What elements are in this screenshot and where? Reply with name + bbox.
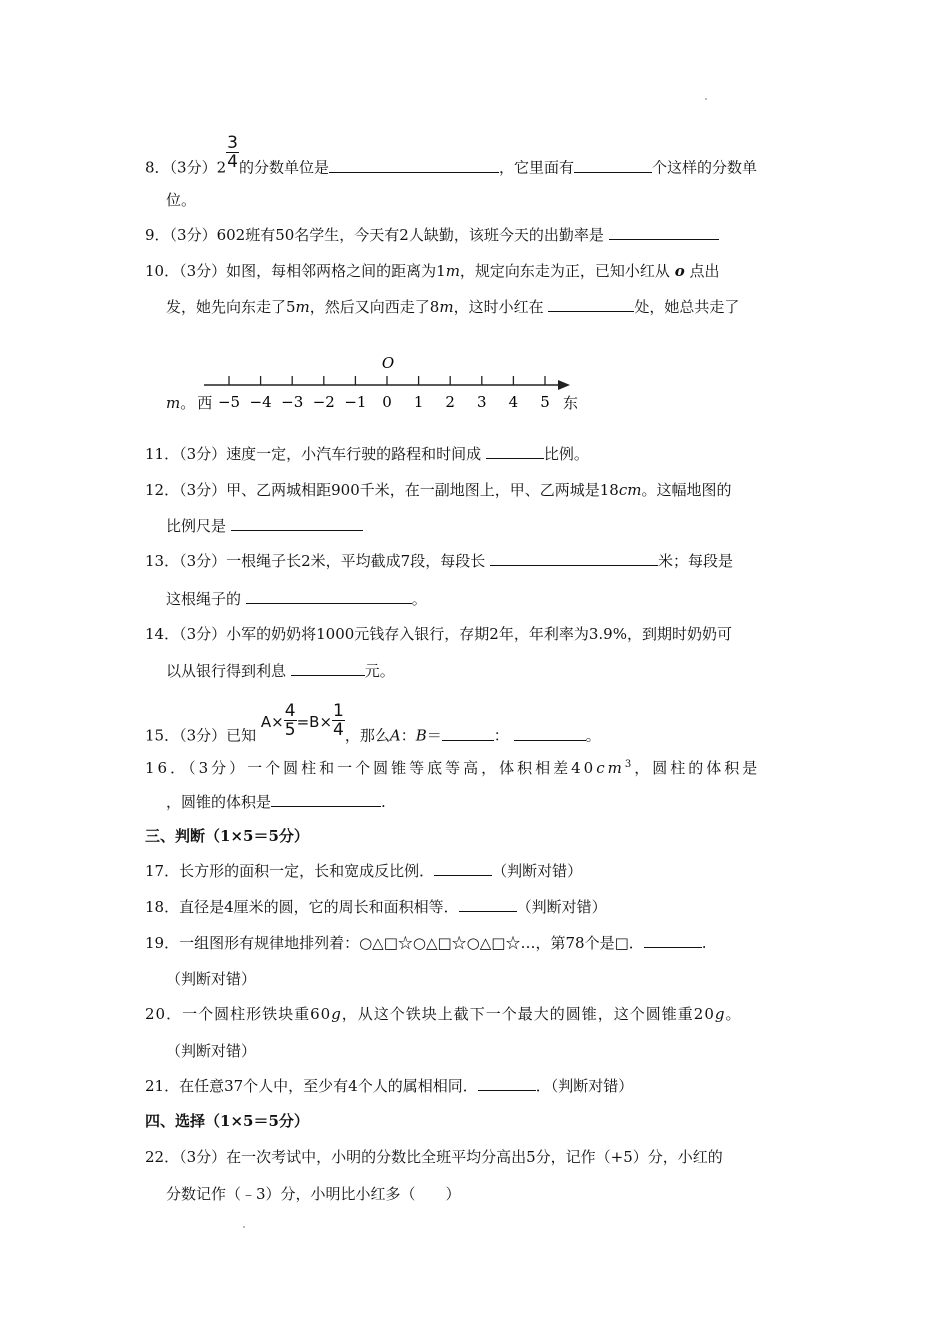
answer-blank[interactable] (490, 551, 658, 566)
q20-text: ，从这个铁块上截下一个最大的圆锥，这个圆锥重20 (341, 1005, 715, 1023)
q12-text: 比例尺是 (166, 517, 227, 535)
question-16-cont (166, 792, 386, 812)
q18-text: （判断对错） (516, 898, 607, 916)
q8-text: 8．（3分）2 (145, 158, 227, 177)
q8-text: ，它里面有 (498, 158, 574, 177)
unit-m: m (445, 262, 460, 280)
q21-text: 21．在任意37个人中，至少有4个人的属相相同． (145, 1077, 478, 1095)
number-line-tick-label: 1 (413, 393, 424, 411)
question-8 (145, 133, 758, 187)
q15-math: A× (260, 712, 284, 731)
question-12-cont (166, 516, 363, 536)
question-11 (145, 444, 589, 464)
fraction-1-4 (332, 702, 345, 739)
q19-text: 19．一组图形有规律地排列着：○△□☆○△□☆○△□☆…，第78个是□． (145, 934, 644, 952)
point-o: o (674, 262, 685, 280)
q19-text: （判断对错） (166, 970, 257, 988)
q17-text: 17．长方形的面积一定，长和宽成反比例． (145, 862, 435, 880)
answer-blank[interactable] (271, 792, 381, 807)
q10-text: 10．（3分）如图，每相邻两格之间的距离为1 (145, 262, 446, 280)
question-13 (145, 551, 733, 571)
q10-text: ，然后又向西走了8 (309, 298, 440, 316)
answer-blank[interactable] (574, 158, 652, 173)
answer-blank[interactable] (486, 444, 544, 459)
q14-text: 以从银行得到利息 (166, 662, 287, 680)
answer-blank[interactable] (231, 516, 363, 531)
number-line-svg (160, 350, 600, 420)
q11-text: 11．（3分）速度一定，小汽车行驶的路程和时间成 (145, 445, 482, 463)
q8-text: 个这样的分数单 (652, 158, 758, 177)
q15-math: =B× (296, 712, 333, 731)
answer-blank[interactable] (442, 726, 494, 741)
q13-text: 米；每段是 (658, 552, 734, 570)
q13-text: 13．（3分）一根绳子长2米，平均截成7段，每段长 (145, 552, 486, 570)
q10-text: 。 (180, 394, 196, 412)
q20-text: 20．一个圆柱形铁块重60 (145, 1005, 332, 1023)
answer-blank[interactable] (246, 589, 412, 604)
fraction-numerator: 1 (333, 701, 344, 721)
scan-speck (243, 1226, 245, 1228)
question-13-cont (166, 589, 427, 609)
fraction-3-4 (226, 134, 239, 171)
question-10-end (166, 393, 212, 413)
q10-text: 点出 (689, 262, 720, 280)
q10-text: ，规定向东走为正，已知小红从 (459, 262, 670, 280)
east-label: 东 (563, 394, 579, 412)
unit-m: m (166, 394, 181, 412)
question-16 (145, 755, 760, 778)
number-line-tick-label: 0 (382, 393, 392, 411)
q12-text: 12．（3分）甲、乙两城相距900千米，在一副地图上，甲、乙两城是18 (145, 481, 619, 499)
q20-text: （判断对错） (166, 1042, 257, 1060)
answer-blank[interactable] (514, 726, 586, 741)
q16-text: ，圆锥的体积是 (166, 793, 272, 811)
q14-text: 14．（3分）小军的奶奶将1000元钱存入银行，存期2年，年利率为3.9%，到期时奶奶可 (145, 625, 732, 643)
q13-text: 这根绳子的 (166, 590, 242, 608)
fraction-numerator: 3 (227, 133, 238, 153)
question-20 (145, 1004, 742, 1024)
fraction-denominator: 5 (284, 720, 296, 740)
fraction-denominator: 4 (333, 720, 344, 740)
q15-text: ： (400, 726, 416, 745)
unit-g: g (331, 1005, 342, 1023)
section-3-heading: 三、判断（1×5＝5分） (145, 827, 309, 845)
q18-text: 18．直径是4厘米的圆，它的周长和面积相等． (145, 898, 459, 916)
question-19-cont (166, 969, 256, 989)
number-line-tick-label: 4 (508, 393, 519, 411)
q16-text: 16．（3分）一个圆柱和一个圆锥等底等高，体积相差40 (145, 759, 597, 777)
question-20-cont (166, 1041, 256, 1061)
unit-cm: cm (596, 759, 625, 777)
q13-text: 。 (411, 590, 427, 608)
unit-m: m (295, 298, 310, 316)
number-line-tick-label: 5 (540, 393, 550, 411)
q9-text: 9．（3分）602班有50名学生，今天有2人缺勤，该班今天的出勤率是 (145, 226, 604, 244)
q10-text: ，这时小红在 (453, 298, 544, 316)
east-label-wrap (563, 393, 578, 413)
section-4-heading: 四、选择（1×5＝5分） (145, 1112, 309, 1130)
number-line-tick-label: −2 (312, 393, 335, 411)
question-14 (145, 624, 732, 644)
answer-blank[interactable] (459, 897, 517, 912)
answer-blank[interactable] (329, 158, 499, 173)
q19-text: . (701, 934, 707, 952)
var-b: B (415, 726, 427, 745)
arrow-east-icon (558, 380, 570, 390)
q15-text: 。 (585, 726, 601, 745)
number-line-tick-label: 3 (477, 393, 487, 411)
q12-text: 。这幅地图的 (641, 481, 732, 499)
number-line-tick-label: −4 (249, 393, 272, 411)
q15-text: ： (493, 726, 509, 745)
number-line-tick-label: −5 (217, 393, 241, 411)
origin-label: O (381, 354, 395, 372)
scan-speck (705, 98, 707, 100)
question-22-cont (166, 1184, 461, 1204)
west-label: 西 (197, 394, 213, 412)
answer-blank[interactable] (644, 933, 702, 948)
question-14-cont (166, 661, 395, 681)
q11-text: 比例。 (543, 445, 589, 463)
answer-blank[interactable] (609, 225, 719, 240)
q14-text: 元。 (364, 662, 395, 680)
question-17 (145, 861, 582, 881)
question-8-cont (166, 190, 196, 210)
q15-text: 15．（3分）已知 (145, 726, 257, 745)
answer-blank[interactable] (548, 297, 634, 312)
q21-text: ．（判断对错） (535, 1077, 634, 1095)
number-line-tick-label: −3 (281, 393, 304, 411)
number-line-tick-label: −1 (344, 393, 367, 411)
fraction-denominator: 4 (227, 152, 238, 172)
answer-blank[interactable] (291, 661, 365, 676)
q8-text: 的分数单位是 (238, 158, 329, 177)
exponent-3: 3 (624, 759, 635, 770)
q22-text: 分数记作（﹣3）分，小明比小红多（ ） (166, 1185, 461, 1203)
question-15 (145, 701, 601, 755)
var-a: A (389, 726, 401, 745)
q17-text: （判断对错） (492, 862, 583, 880)
q10-text: 发，她先向东走了5 (166, 298, 296, 316)
unit-g: g (714, 1005, 726, 1023)
question-21 (145, 1076, 633, 1096)
q22-text: 22．（3分）在一次考试中，小明的分数比全班平均分高出5分，记作（+5）分，小红的 (145, 1148, 723, 1166)
answer-blank[interactable] (478, 1076, 536, 1091)
question-22 (145, 1147, 723, 1167)
unit-m: m (439, 298, 454, 316)
question-18 (145, 897, 607, 917)
q16-text: ，圆柱的体积是 (634, 759, 761, 777)
q20-text: 。 (725, 1005, 742, 1023)
q10-text: 处，她总共走了 (634, 298, 740, 316)
unit-cm: cm (618, 481, 642, 499)
fraction-4-5 (284, 702, 297, 739)
question-19 (145, 933, 707, 953)
fraction-numerator: 4 (284, 701, 296, 721)
question-9 (145, 225, 719, 245)
q16-text: . (381, 793, 386, 811)
question-12 (145, 480, 732, 500)
q8-text: 位。 (166, 191, 197, 209)
answer-blank[interactable] (434, 861, 492, 876)
q15-text: ＝ (426, 726, 442, 745)
question-10 (145, 261, 720, 281)
question-10-cont (166, 297, 739, 317)
number-line-figure (160, 350, 600, 420)
number-line-tick-label: 2 (445, 393, 455, 411)
q15-text: ，那么 (344, 726, 390, 745)
